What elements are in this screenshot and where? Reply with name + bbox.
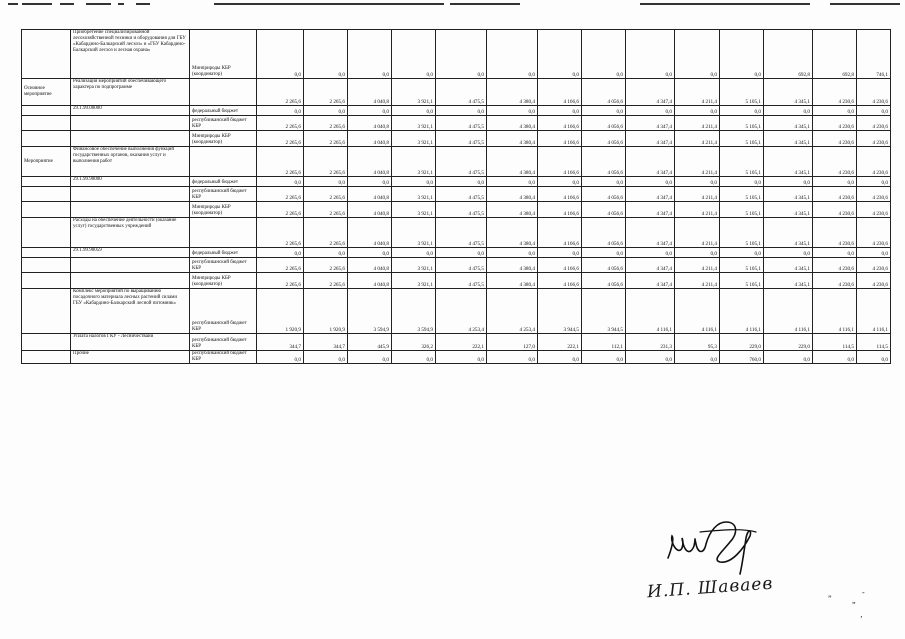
value-cell: 4 475,5 (436, 273, 487, 289)
funding-source-cell (190, 147, 257, 177)
value-cell: 4 347,4 (626, 187, 675, 202)
value-cell: 4 230,6 (857, 131, 891, 147)
row-type-cell (22, 351, 71, 364)
value-cell: 2 265,6 (257, 187, 304, 202)
funding-source-cell: республиканский бюджет КБР (190, 258, 257, 273)
value-cell: 2 265,6 (257, 79, 304, 106)
value-cell: 4 345,1 (764, 187, 813, 202)
value-cell: 4 166,6 (538, 273, 582, 289)
value-cell: 0,0 (392, 106, 436, 116)
value-cell: 4 347,4 (626, 116, 675, 131)
value-cell: 4 230,6 (813, 116, 857, 131)
value-cell: 5 105,1 (720, 116, 764, 131)
funding-source-cell: федеральный бюджет (190, 248, 257, 258)
value-cell: 0,0 (538, 351, 582, 364)
value-cell: 4 475,5 (436, 202, 487, 218)
value-cell: 746,1 (857, 30, 891, 79)
value-cell: 0,0 (348, 351, 392, 364)
value-cell: 4 345,1 (764, 79, 813, 106)
value-cell: 0,0 (487, 30, 538, 79)
row-type-cell (22, 258, 71, 273)
value-cell: 3 921,1 (392, 147, 436, 177)
value-cell: 0,0 (304, 351, 348, 364)
value-cell: 0,0 (720, 30, 764, 79)
value-cell: 4 166,6 (538, 147, 582, 177)
value-cell: 4 475,5 (436, 187, 487, 202)
funding-source-cell (190, 218, 257, 248)
value-cell: 0,0 (675, 248, 720, 258)
value-cell: 4 230,6 (813, 131, 857, 147)
row-type-cell (22, 289, 71, 334)
value-cell: 4 040,8 (348, 131, 392, 147)
row-type-cell: Мероприятие (22, 147, 71, 177)
value-cell: 4 475,5 (436, 258, 487, 273)
value-cell: 5 105,1 (720, 131, 764, 147)
value-cell: 3 944,5 (538, 289, 582, 334)
value-cell: 0,0 (626, 106, 675, 116)
table-row (22, 147, 891, 177)
funding-source-cell: федеральный бюджет (190, 106, 257, 116)
value-cell: 5 105,1 (720, 202, 764, 218)
funding-source-cell: федеральный бюджет (190, 177, 257, 187)
funding-source-cell: республиканский бюджет КБР (190, 351, 257, 364)
value-cell: 5 105,1 (720, 273, 764, 289)
value-cell: 2 265,6 (257, 218, 304, 248)
value-cell: 4 040,8 (348, 202, 392, 218)
value-cell: 0,0 (487, 177, 538, 187)
row-type-cell (22, 273, 71, 289)
value-cell: 2 265,6 (304, 147, 348, 177)
value-cell: 4 345,1 (764, 218, 813, 248)
value-cell: 0,0 (392, 248, 436, 258)
value-cell: 4 040,8 (348, 147, 392, 177)
value-cell: 4 211,4 (675, 147, 720, 177)
value-cell: 0,0 (257, 30, 304, 79)
value-cell: 4 380,4 (487, 79, 538, 106)
value-cell: 0,0 (813, 351, 857, 364)
value-cell: 4 380,4 (487, 218, 538, 248)
value-cell: 0,0 (538, 248, 582, 258)
value-cell: 0,0 (764, 106, 813, 116)
value-cell: 0,0 (436, 177, 487, 187)
value-cell: 1 920,9 (257, 289, 304, 334)
value-cell: 4 211,4 (675, 273, 720, 289)
value-cell: 0,0 (257, 248, 304, 258)
value-cell: 4 230,6 (857, 147, 891, 177)
value-cell: 2 265,6 (304, 116, 348, 131)
value-cell: 5 105,1 (720, 258, 764, 273)
value-cell: 4 253,4 (487, 289, 538, 334)
value-cell: 3 921,1 (392, 202, 436, 218)
value-cell: 4 116,1 (813, 289, 857, 334)
value-cell: 0,0 (582, 351, 626, 364)
value-cell: 2 265,6 (257, 131, 304, 147)
value-cell: 0,0 (436, 106, 487, 116)
value-cell: 4 345,1 (764, 131, 813, 147)
value-cell: 0,0 (348, 177, 392, 187)
value-cell: 4 166,6 (538, 187, 582, 202)
value-cell: 2 265,6 (304, 131, 348, 147)
value-cell: 4 166,6 (538, 258, 582, 273)
row-name-cell (71, 258, 190, 273)
page-top-edge-marks (0, 0, 905, 10)
value-cell: 4 230,6 (813, 187, 857, 202)
value-cell: 4 211,4 (675, 258, 720, 273)
value-cell: 4 347,4 (626, 202, 675, 218)
value-cell: 3 921,1 (392, 258, 436, 273)
table-row (22, 334, 891, 351)
value-cell: 0,0 (304, 106, 348, 116)
row-name-cell: 29.1.99.00000 (71, 106, 190, 116)
funding-source-cell: республиканский бюджет КБР (190, 187, 257, 202)
table-row (22, 289, 891, 334)
table-row (22, 202, 891, 218)
value-cell: 0,0 (675, 177, 720, 187)
value-cell: 0,0 (392, 351, 436, 364)
value-cell: 344,7 (257, 334, 304, 351)
value-cell: 0,0 (392, 177, 436, 187)
table-row (22, 106, 891, 116)
value-cell: 4 347,4 (626, 147, 675, 177)
funding-source-cell (190, 79, 257, 106)
table-row (22, 248, 891, 258)
value-cell: 4 056,6 (582, 202, 626, 218)
value-cell: 4 475,5 (436, 147, 487, 177)
value-cell: 0,0 (304, 30, 348, 79)
row-type-cell (22, 116, 71, 131)
value-cell: 222,1 (538, 334, 582, 351)
value-cell: 114,5 (813, 334, 857, 351)
value-cell: 4 380,4 (487, 258, 538, 273)
value-cell: 0,0 (675, 351, 720, 364)
row-type-cell (22, 334, 71, 351)
value-cell: 0,0 (626, 30, 675, 79)
value-cell: 4 056,6 (582, 218, 626, 248)
value-cell: 0,0 (257, 177, 304, 187)
table-row (22, 131, 891, 147)
table-row (22, 258, 891, 273)
value-cell: 0,0 (857, 248, 891, 258)
value-cell: 0,0 (392, 30, 436, 79)
value-cell: 0,0 (720, 248, 764, 258)
value-cell: 4 116,1 (626, 289, 675, 334)
row-name-cell: Прочие (71, 351, 190, 364)
value-cell: 0,0 (764, 351, 813, 364)
value-cell: 0,0 (857, 351, 891, 364)
value-cell: 4 211,4 (675, 202, 720, 218)
row-type-cell (22, 177, 71, 187)
value-cell: 4 166,6 (538, 79, 582, 106)
value-cell: 231,3 (626, 334, 675, 351)
value-cell: 4 230,6 (857, 116, 891, 131)
value-cell: 4 040,8 (348, 273, 392, 289)
row-type-cell (22, 30, 71, 79)
row-type-cell (22, 218, 71, 248)
value-cell: 3 921,1 (392, 131, 436, 147)
value-cell: 4 056,6 (582, 131, 626, 147)
value-cell: 0,0 (582, 248, 626, 258)
value-cell: 4 345,1 (764, 202, 813, 218)
value-cell: 4 166,6 (538, 116, 582, 131)
value-cell: 4 166,6 (538, 218, 582, 248)
value-cell: 4 056,6 (582, 116, 626, 131)
value-cell: 0,0 (348, 30, 392, 79)
table-row (22, 79, 891, 106)
value-cell: 344,7 (304, 334, 348, 351)
value-cell: 4 230,6 (857, 258, 891, 273)
table-row (22, 273, 891, 289)
table-row (22, 218, 891, 248)
value-cell: 0,0 (487, 106, 538, 116)
value-cell: 4 116,1 (675, 289, 720, 334)
value-cell: 0,0 (582, 106, 626, 116)
funding-source-cell: Минприроды КБР (координатор) (190, 202, 257, 218)
value-cell: 4 230,6 (813, 202, 857, 218)
row-name-cell: Финансовое обеспечение выполнения функций государственных органов, оказания услуг и выполнения работ (71, 147, 190, 177)
row-name-cell (71, 187, 190, 202)
value-cell: 4 230,6 (813, 218, 857, 248)
value-cell: 4 475,5 (436, 116, 487, 131)
value-cell: 4 380,4 (487, 273, 538, 289)
value-cell: 4 116,1 (764, 289, 813, 334)
handwritten-signature-name: И.П. Шаваев (646, 573, 774, 603)
value-cell: 0,0 (764, 248, 813, 258)
value-cell: 0,0 (720, 106, 764, 116)
table-row (22, 177, 891, 187)
value-cell: 4 230,6 (857, 79, 891, 106)
value-cell: 4 230,6 (813, 147, 857, 177)
row-name-cell: Приобретение специализированной лесохозяйственной техники и оборудования для ГБУ «Кабардино-Балкарский лесхоз» и «ГБУ Кабардино-Балкарский лесхоз и лесная охрана» (71, 30, 190, 79)
value-cell: 4 040,8 (348, 187, 392, 202)
value-cell: 3 594,9 (348, 289, 392, 334)
value-cell: 0,0 (304, 248, 348, 258)
value-cell: 2 265,6 (257, 116, 304, 131)
budget-table (21, 29, 891, 364)
row-name-cell: 29.1.99.90059 (71, 248, 190, 258)
row-type-cell (22, 248, 71, 258)
value-cell: 4 040,8 (348, 258, 392, 273)
value-cell: 2 265,6 (257, 258, 304, 273)
value-cell: 4 056,6 (582, 273, 626, 289)
value-cell: 4 230,6 (813, 273, 857, 289)
value-cell: 0,0 (436, 351, 487, 364)
value-cell: 229,0 (720, 334, 764, 351)
value-cell: 4 211,4 (675, 116, 720, 131)
value-cell: 0,0 (487, 248, 538, 258)
value-cell: 112,1 (582, 334, 626, 351)
value-cell: 2 265,6 (304, 273, 348, 289)
value-cell: 4 211,4 (675, 131, 720, 147)
value-cell: 5 105,1 (720, 147, 764, 177)
value-cell: 0,0 (257, 351, 304, 364)
value-cell: 4 345,1 (764, 147, 813, 177)
value-cell: 445,9 (348, 334, 392, 351)
value-cell: 3 594,9 (392, 289, 436, 334)
value-cell: 4 253,4 (436, 289, 487, 334)
row-type-cell: Основное мероприятие (22, 79, 71, 106)
value-cell: 4 347,4 (626, 218, 675, 248)
row-name-cell: Комплекс мероприятий по выращиванию посадочного материала лесных растений силами ГБУ «Кабардино-Балкарский лесной питомник» (71, 289, 190, 334)
funding-source-cell: Минприроды КБР (координатор) (190, 30, 257, 79)
funding-source-cell: Минприроды КБР (координатор) (190, 131, 257, 147)
value-cell: 4 230,6 (857, 187, 891, 202)
value-cell: 0,0 (675, 30, 720, 79)
value-cell: 127,0 (487, 334, 538, 351)
funding-source-cell: республиканский бюджет КБР (190, 116, 257, 131)
row-name-cell (71, 116, 190, 131)
value-cell: 0,0 (582, 177, 626, 187)
value-cell: 4 380,4 (487, 202, 538, 218)
row-type-cell (22, 187, 71, 202)
value-cell: 0,0 (348, 248, 392, 258)
value-cell: 2 265,6 (304, 202, 348, 218)
value-cell: 3 921,1 (392, 218, 436, 248)
table-row (22, 30, 891, 79)
value-cell: 0,0 (304, 177, 348, 187)
value-cell: 2 265,6 (257, 273, 304, 289)
value-cell: 4 475,5 (436, 79, 487, 106)
value-cell: 0,0 (626, 248, 675, 258)
value-cell: 1 920,9 (304, 289, 348, 334)
value-cell: 4 116,1 (857, 289, 891, 334)
value-cell: 4 056,6 (582, 147, 626, 177)
table-row (22, 116, 891, 131)
value-cell: 692,8 (764, 30, 813, 79)
value-cell: 5 105,1 (720, 79, 764, 106)
value-cell: 0,0 (436, 30, 487, 79)
value-cell: 760,0 (720, 351, 764, 364)
value-cell: 326,2 (392, 334, 436, 351)
value-cell: 114,5 (857, 334, 891, 351)
value-cell: 4 380,4 (487, 187, 538, 202)
value-cell: 2 265,6 (304, 79, 348, 106)
value-cell: 0,0 (764, 177, 813, 187)
value-cell: 0,0 (348, 106, 392, 116)
value-cell: 4 230,6 (813, 79, 857, 106)
table-row (22, 187, 891, 202)
value-cell: 0,0 (813, 106, 857, 116)
value-cell: 0,0 (813, 248, 857, 258)
row-type-cell (22, 202, 71, 218)
value-cell: 4 040,8 (348, 116, 392, 131)
row-type-cell (22, 131, 71, 147)
value-cell: 4 056,6 (582, 187, 626, 202)
value-cell: 5 105,1 (720, 218, 764, 248)
value-cell: 0,0 (857, 177, 891, 187)
row-name-cell: Уплата налогов ГКУ - Лесничестваии (71, 334, 190, 351)
value-cell: 692,8 (813, 30, 857, 79)
value-cell: 4 230,6 (857, 218, 891, 248)
value-cell: 0,0 (487, 351, 538, 364)
value-cell: 4 040,8 (348, 218, 392, 248)
value-cell: 0,0 (538, 106, 582, 116)
value-cell: 3 921,1 (392, 79, 436, 106)
value-cell: 229,0 (764, 334, 813, 351)
value-cell: 0,0 (626, 351, 675, 364)
value-cell: 4 380,4 (487, 131, 538, 147)
value-cell: 2 265,6 (304, 187, 348, 202)
value-cell: 0,0 (538, 30, 582, 79)
row-name-cell: 29.1.99.90000 (71, 177, 190, 187)
funding-source-cell: республиканский бюджет КБР (190, 289, 257, 334)
row-type-cell (22, 106, 71, 116)
value-cell: 4 380,4 (487, 116, 538, 131)
value-cell: 4 211,4 (675, 218, 720, 248)
value-cell: 4 116,1 (720, 289, 764, 334)
value-cell: 4 347,4 (626, 79, 675, 106)
value-cell: 4 056,6 (582, 258, 626, 273)
value-cell: 4 211,4 (675, 187, 720, 202)
value-cell: 4 345,1 (764, 116, 813, 131)
value-cell: 3 921,1 (392, 116, 436, 131)
table-body (22, 30, 891, 364)
value-cell: 2 265,6 (257, 147, 304, 177)
value-cell: 4 345,1 (764, 258, 813, 273)
row-name-cell (71, 273, 190, 289)
value-cell: 0,0 (626, 177, 675, 187)
value-cell: 4 166,6 (538, 131, 582, 147)
value-cell: 4 475,5 (436, 131, 487, 147)
value-cell: 0,0 (582, 30, 626, 79)
value-cell: 3 921,1 (392, 187, 436, 202)
value-cell: 2 265,6 (257, 202, 304, 218)
value-cell: 95,3 (675, 334, 720, 351)
value-cell: 4 380,4 (487, 147, 538, 177)
value-cell: 4 230,6 (857, 273, 891, 289)
row-name-cell: Реализация мероприятий обеспечивающего характера по подпрограмме (71, 79, 190, 106)
value-cell: 0,0 (813, 177, 857, 187)
funding-source-cell: республиканский бюджет КБР (190, 334, 257, 351)
value-cell: 0,0 (436, 248, 487, 258)
value-cell: 4 166,6 (538, 202, 582, 218)
value-cell: 0,0 (538, 177, 582, 187)
funding-source-cell: Минприроды КБР (координатор) (190, 273, 257, 289)
signature-mark (660, 508, 780, 578)
value-cell: 4 230,6 (857, 202, 891, 218)
value-cell: 4 040,8 (348, 79, 392, 106)
value-cell: 4 475,5 (436, 218, 487, 248)
value-cell: 4 347,4 (626, 273, 675, 289)
value-cell: 4 345,1 (764, 273, 813, 289)
row-name-cell (71, 131, 190, 147)
row-name-cell: Расходы на обеспечение деятельности (оказание услуг) государственных учреждений (71, 218, 190, 248)
value-cell: 2 265,6 (304, 258, 348, 273)
value-cell: 4 056,6 (582, 79, 626, 106)
value-cell: 4 230,6 (813, 258, 857, 273)
table-row (22, 351, 891, 364)
value-cell: 0,0 (675, 106, 720, 116)
value-cell: 4 347,4 (626, 131, 675, 147)
value-cell: 4 347,4 (626, 258, 675, 273)
value-cell: 0,0 (720, 177, 764, 187)
value-cell: 0,0 (857, 106, 891, 116)
row-name-cell (71, 202, 190, 218)
value-cell: 5 105,1 (720, 187, 764, 202)
value-cell: 3 921,1 (392, 273, 436, 289)
value-cell: 222,1 (436, 334, 487, 351)
value-cell: 3 944,5 (582, 289, 626, 334)
value-cell: 0,0 (257, 106, 304, 116)
value-cell: 4 211,4 (675, 79, 720, 106)
value-cell: 2 265,6 (304, 218, 348, 248)
